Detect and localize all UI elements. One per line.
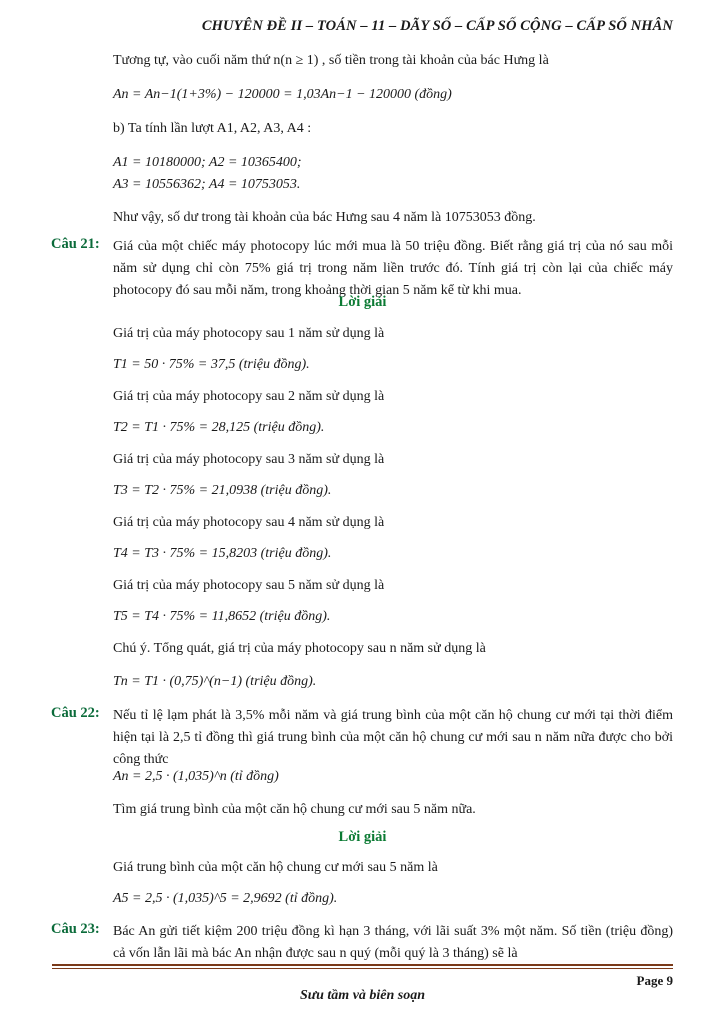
- question-text: Bác An gửi tiết kiệm 200 triệu đồng kì hạn 3 tháng, với lãi suất 3% một năm. Số tiền (triệu đồng) cả vốn lẫn lãi mà bác An nhận được sau n quý (mỗi quý là 3 tháng) sẽ là: [113, 924, 673, 961]
- text-line: Giá trị của máy photocopy sau 1 năm sử dụng là: [113, 326, 385, 341]
- formula-line: T2 = T1 · 75% = 28,125 (triệu đồng).: [113, 420, 325, 435]
- formula-line: A1 = 10180000; A2 = 10365400;: [113, 155, 302, 170]
- page-header: CHUYÊN ĐỀ II – TOÁN – 11 – DÃY SỐ – CẤP SỐ CỘNG – CẤP SỐ NHÂN: [201, 18, 673, 34]
- text-line: b) Ta tính lần lượt A1, A2, A3, A4 :: [113, 121, 312, 136]
- question-label: Câu 22:: [51, 705, 100, 721]
- footer-credit: Sưu tầm và biên soạn: [299, 988, 426, 1003]
- formula-line: A3 = 10556362; A4 = 10753053.: [113, 177, 301, 192]
- question-label: Câu 23:: [51, 921, 100, 937]
- text-line: Giá trị của máy photocopy sau 5 năm sử dụng là: [113, 578, 385, 593]
- formula-line: T1 = 50 · 75% = 37,5 (triệu đồng).: [113, 357, 310, 372]
- formula-line: T4 = T3 · 75% = 15,8203 (triệu đồng).: [113, 546, 332, 561]
- formula-line: A5 = 2,5 · (1,035)^5 = 2,9692 (tỉ đồng).: [113, 891, 338, 906]
- text-line: Giá trị của máy photocopy sau 2 năm sử dụng là: [113, 389, 385, 404]
- solution-heading: Lời giải: [338, 294, 387, 310]
- text-line: Giá trung bình của một căn hộ chung cư mới sau 5 năm là: [113, 860, 438, 875]
- formula-line: An = 2,5 · (1,035)^n (tỉ đồng): [113, 769, 279, 784]
- formula-line: T5 = T4 · 75% = 11,8652 (triệu đồng).: [113, 609, 331, 624]
- solution-heading: Lời giải: [338, 829, 387, 845]
- formula-line: T3 = T2 · 75% = 21,0938 (triệu đồng).: [113, 483, 332, 498]
- text-line: Như vậy, số dư trong tài khoản của bác Hưng sau 4 năm là 10753053 đồng.: [113, 210, 536, 225]
- question-label: Câu 21:: [51, 236, 100, 252]
- text-line: Tương tự, vào cuối năm thứ n(n ≥ 1) , số tiền trong tài khoản của bác Hưng là: [113, 53, 549, 68]
- question-text: Giá của một chiếc máy photocopy lúc mới mua là 50 triệu đồng. Biết rằng giá trị của nó sau mỗi năm sử dụng chỉ còn 75% giá trị trong năm liền trước đó. Tính giá trị còn lại của chiếc máy photocopy đó sau mỗi năm, trong khoảng thời gian 5 năm kể từ khi mua.: [113, 239, 673, 298]
- formula-line: Tn = T1 · (0,75)^(n−1) (triệu đồng).: [113, 674, 317, 689]
- text-line: Tìm giá trung bình của một căn hộ chung cư mới sau 5 năm nữa.: [113, 802, 476, 817]
- page-number: Page 9: [636, 973, 673, 988]
- footer-rule: [52, 964, 673, 966]
- formula-line: An = An−1(1+3%) − 120000 = 1,03An−1 − 120000 (đồng): [113, 87, 452, 102]
- question-text: Nếu tỉ lệ lạm phát là 3,5% mỗi năm và giá trung bình của một căn hộ chung cư mới tại thời điểm hiện tại là 2,5 tỉ đồng thì giá trung bình của một căn hộ chung cư mới sau n năm nữa được cho bởi công thức: [113, 708, 673, 767]
- text-line: Chú ý. Tổng quát, giá trị của máy photocopy sau n năm sử dụng là: [113, 641, 486, 656]
- footer-rule-thin: [52, 968, 673, 969]
- text-line: Giá trị của máy photocopy sau 3 năm sử dụng là: [113, 452, 385, 467]
- text-line: Giá trị của máy photocopy sau 4 năm sử dụng là: [113, 515, 385, 530]
